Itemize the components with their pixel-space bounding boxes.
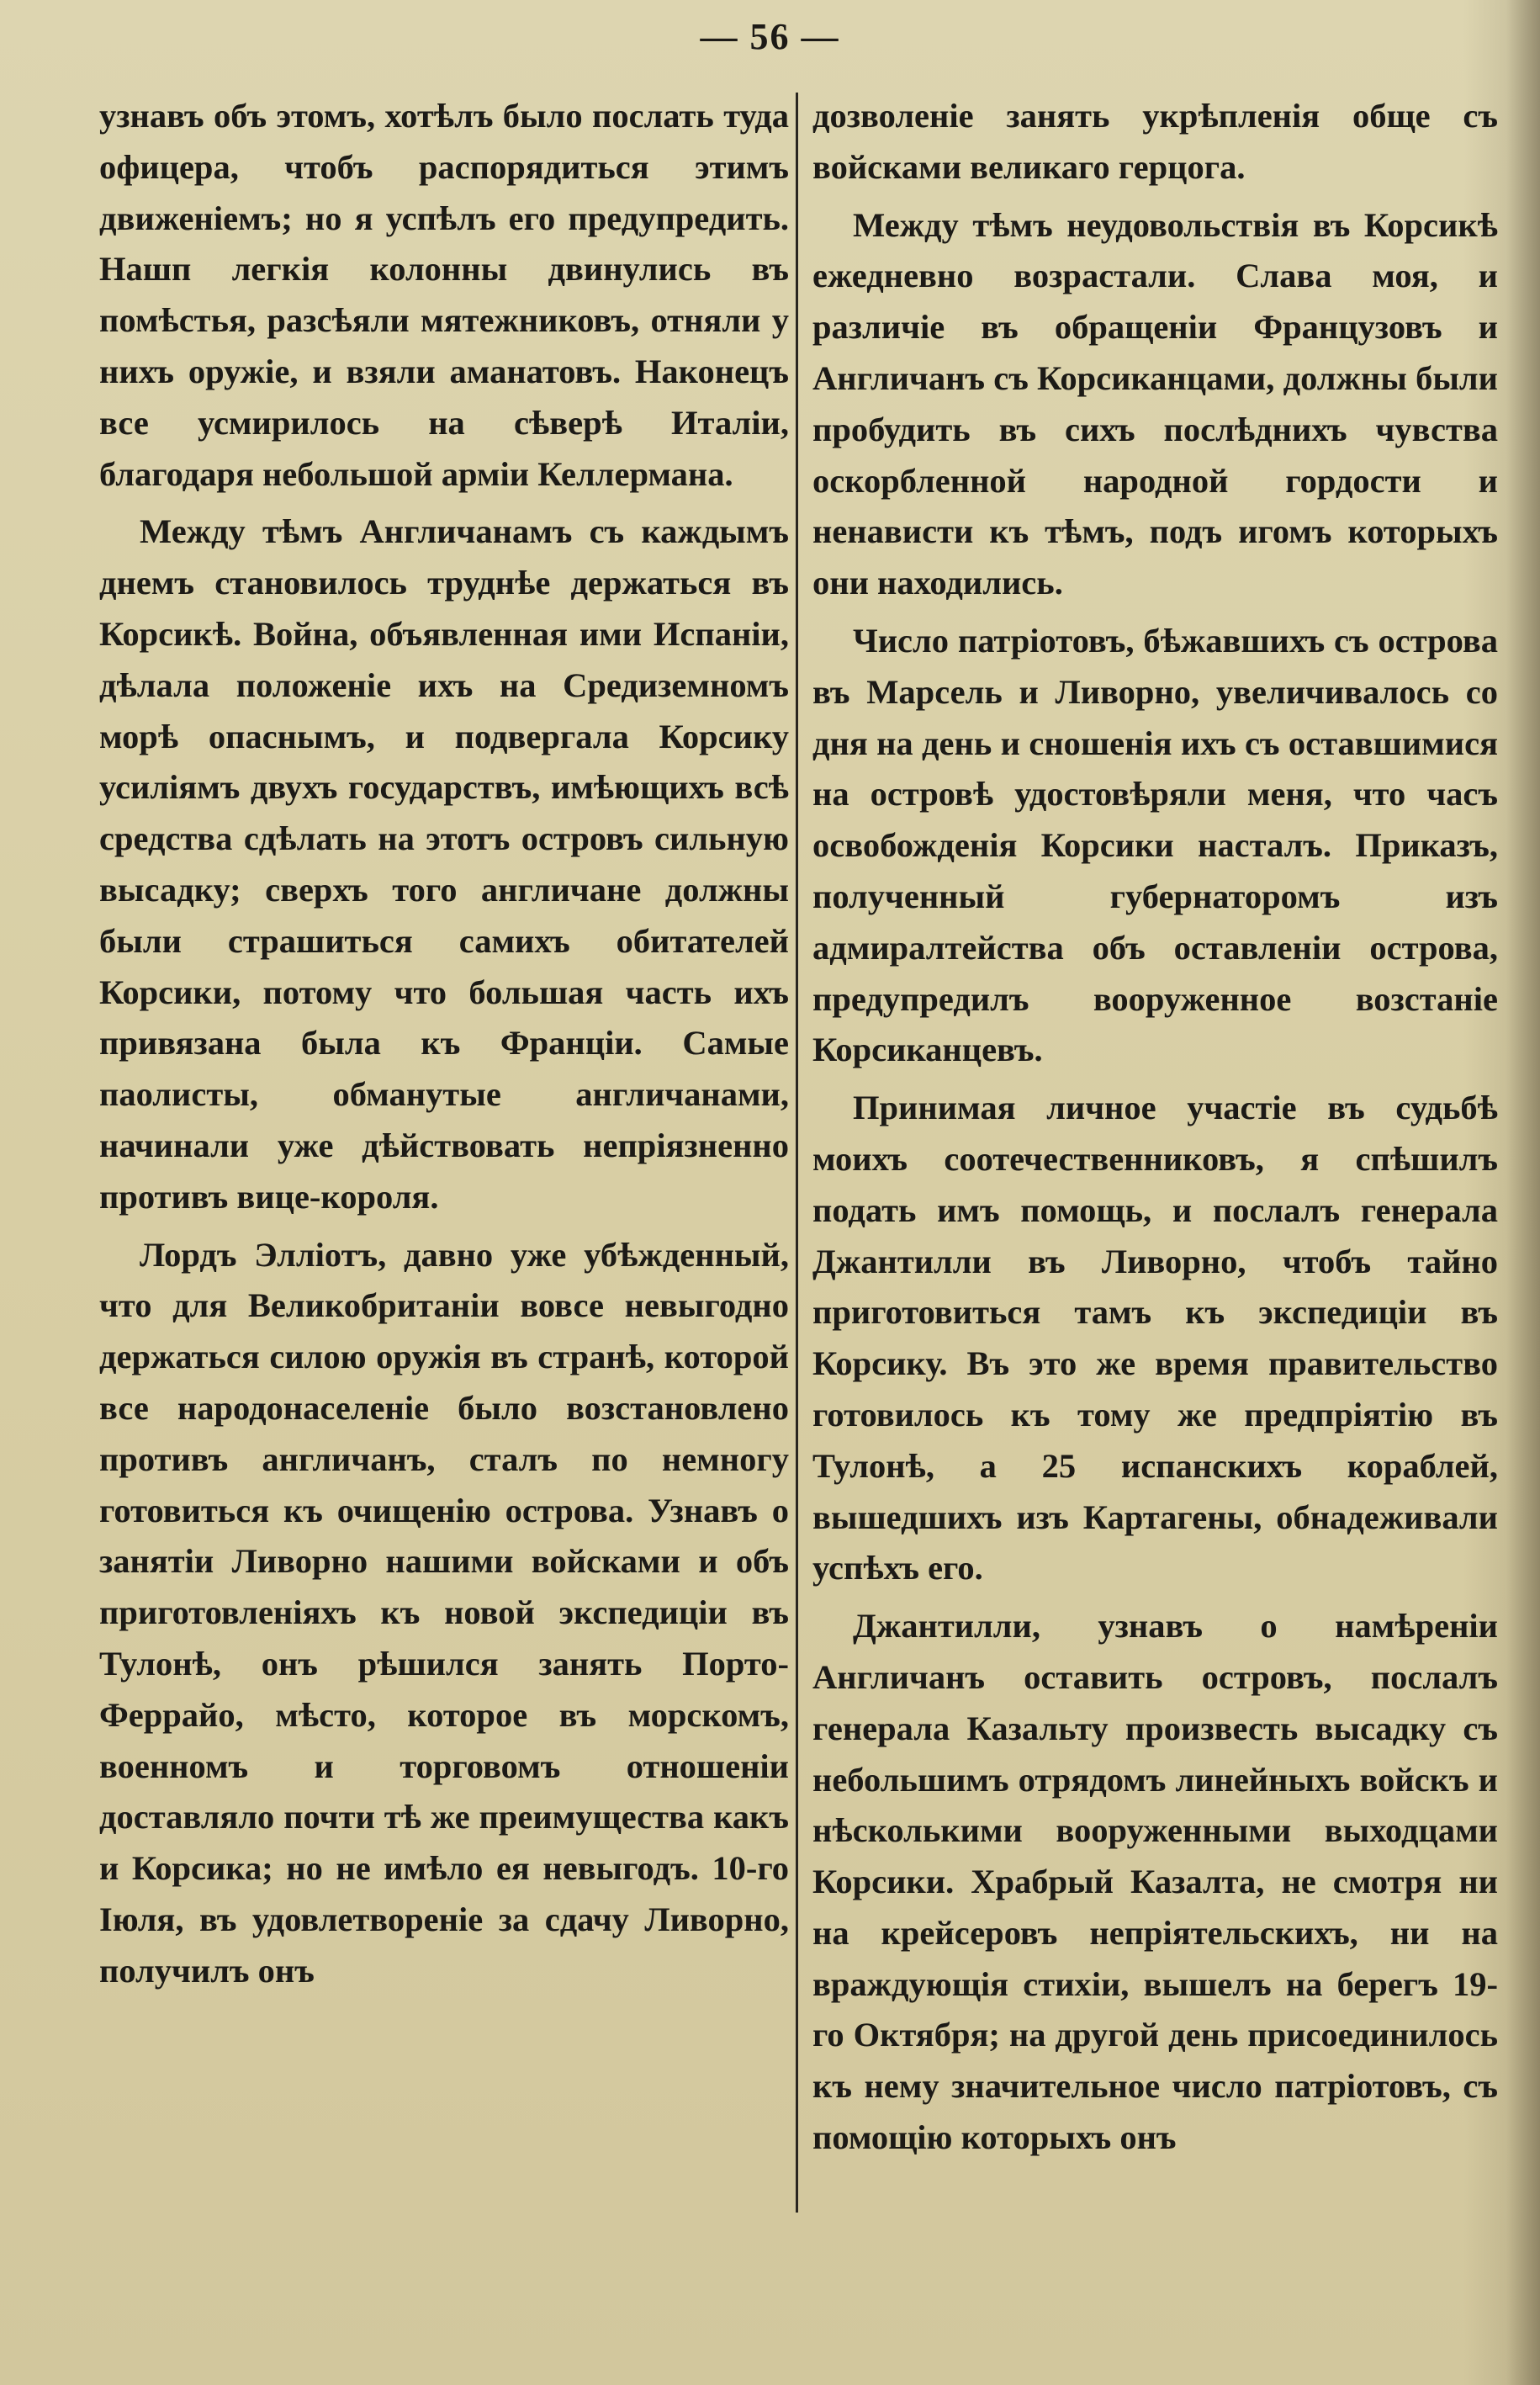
left-column	[99, 91, 789, 2003]
right-paragraph-5: Джантилли, узнавъ о намѣреніи Англичанъ оставить островъ, послалъ генерала Казальту произвесть высадку съ небольшимъ отрядомъ линейныхъ войскъ и нѣсколькими вооруженными выходцами Корсики. Храбрый Казалта, не смотря ни на крейсеровъ непріятельскихъ, ни на враждующія стихіи, вышелъ на берегъ 19-го Октября; на другой день присоединилось къ нему значительное число патріотовъ, съ помощію которыхъ онъ	[812, 1607, 1498, 2157]
right-paragraph-3: Число патріотовъ, бѣжавшихъ съ острова въ Марсель и Ливорно, увеличивалось со дня на день и сношенія ихъ съ оставшимися на островѣ удостовѣряли меня, что часъ освобожденія Корсики насталъ. Приказъ, полученный губернаторомъ изъ адмиралтейства объ оставленіи острова, предупредилъ вооруженное возстаніе Корсиканцевъ.	[812, 621, 1498, 1069]
left-paragraph-3: Лордъ Элліотъ, давно уже убѣжденный, что для Великобританіи вовсе невыгодно держаться силою оружія въ странѣ, которой все народонаселеніе было возстановлено противъ англичанъ, сталъ по немногу готовиться къ очищенію острова. Узнавъ о занятіи Ливорно нашими войсками и объ приготовленіяхъ къ новой экспедиціи въ Тулонѣ, онъ рѣшился занять Порто-Феррайо, мѣсто, которое въ морскомъ, военномъ и торговомъ отношеніи доставляло почти тѣ же преимущества какъ и Корсика; но не имѣло ея невыгодъ. 10-го Іюля, въ удовлетвореніе за сдачу Ливорно, получилъ онъ	[99, 1235, 789, 1990]
right-paragraph-1: дозволеніе занять укрѣпленія обще съ войсками великаго герцога.	[812, 97, 1498, 186]
right-paragraph-4: Принимая личное участіе въ судьбѣ моихъ соотечественниковъ, я спѣшилъ подать имъ помощь, и послалъ генерала Джантилли въ Ливорно, чтобъ тайно приготовиться тамъ къ экспедиціи въ Корсику. Въ это же время правительство готовилось къ тому же предпріятію въ Тулонѣ, а 25 испанскихъ кораблей, вышедшихъ изъ Картагены, обнадеживали успѣхъ его.	[812, 1089, 1498, 1587]
column-divider	[796, 93, 798, 2213]
right-paragraph-2: Между тѣмъ неудовольствія въ Корсикѣ ежедневно возрастали. Слава моя, и различіе въ обращеніи Французовъ и Англичанъ съ Корсиканцами, должны были пробудить въ сихъ послѣднихъ чувства оскорбленной народной гордости и ненависти къ тѣмъ, подъ игомъ которыхъ они находились.	[812, 205, 1498, 602]
page-number: — 56 —	[700, 16, 840, 57]
left-paragraph-2: Между тѣмъ Англичанамъ съ каждымъ днемъ становилось труднѣе держаться въ Корсикѣ. Война, объявленная ими Испаніи, дѣлала положеніе ихъ на Средиземномъ морѣ опаснымъ, и подвергала Корсику усиліямъ двухъ государствъ, имѣющихъ всѣ средства сдѣлать на этотъ островъ сильную высадку; сверхъ того англичане должны были страшиться самихъ обитателей Корсики, потому что большая часть ихъ привязана была къ Франціи. Самые паолисты, обманутые англичанами, начинали уже дѣйствовать непріязненно противъ вице-короля.	[99, 512, 789, 1216]
right-column	[812, 91, 1498, 2170]
book-spine-shadow	[1506, 0, 1540, 2385]
left-paragraph-1: узнавъ объ этомъ, хотѣлъ было послать туда офицера, чтобъ распорядиться этимъ движеніемъ; но я успѣлъ его предупредить. Нашп легкія колонны двинулись въ помѣстья, разсѣяли мятежниковъ, отняли у нихъ оружіе, и взяли аманатовъ. Наконецъ все усмирилось на сѣверѣ Италіи, благодаря небольшой арміи Келлермана.	[99, 97, 789, 493]
